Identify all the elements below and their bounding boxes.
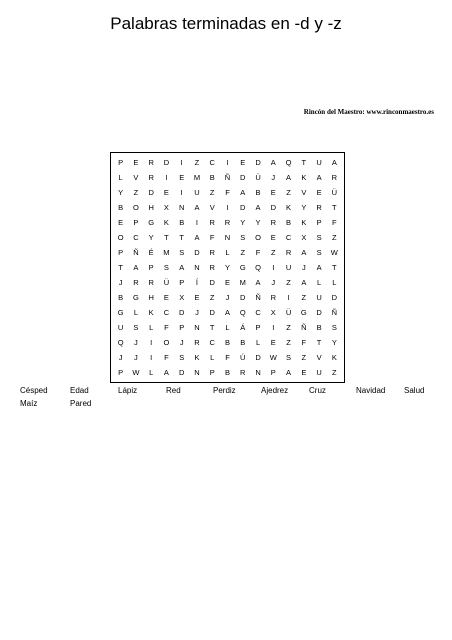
grid-cell: W — [269, 353, 277, 362]
grid-cell: E — [133, 158, 139, 167]
word-item: Lápiz — [118, 386, 138, 395]
grid-cell: Z — [286, 188, 291, 197]
grid-cell: F — [164, 323, 169, 332]
grid-cell: A — [179, 263, 185, 272]
grid-cell: L — [149, 323, 154, 332]
grid-cell: R — [194, 338, 200, 347]
grid-cell: R — [209, 263, 215, 272]
grid-cell: X — [163, 203, 169, 212]
grid-cell: Ü — [285, 308, 292, 317]
grid-cell: E — [270, 188, 276, 197]
grid-cell: M — [163, 248, 170, 257]
grid-cell: J — [134, 338, 138, 347]
grid-cell: N — [255, 368, 261, 377]
grid-cell: T — [179, 233, 184, 242]
grid-cell: S — [316, 248, 322, 257]
grid-cell: T — [332, 263, 337, 272]
grid-cell: U — [117, 323, 124, 332]
grid-cell: N — [194, 368, 200, 377]
grid-cell: U — [316, 158, 322, 167]
grid-cell: D — [209, 278, 215, 287]
grid-cell: F — [301, 338, 307, 347]
grid-cell: W — [330, 248, 338, 257]
word-item: Perdiz — [213, 386, 236, 395]
grid-cell: Z — [133, 188, 139, 197]
grid-cell: C — [209, 338, 215, 347]
grid-cell: Z — [194, 158, 200, 167]
grid-cell: C — [255, 308, 261, 317]
grid-cell: V — [209, 203, 215, 212]
grid-cell: P — [255, 323, 261, 332]
word-search-grid — [110, 152, 345, 383]
grid-cell: Y — [118, 188, 124, 197]
grid-cell: U — [194, 188, 200, 197]
grid-cell: J — [134, 353, 138, 362]
grid-cell: S — [316, 233, 322, 242]
grid-cell: Ü — [255, 173, 261, 182]
grid-cell: Ñ — [255, 293, 261, 302]
grid-cell: P — [209, 368, 215, 377]
grid-cell: T — [332, 203, 337, 212]
grid-cell: É — [148, 248, 154, 257]
grid-cell: T — [209, 323, 215, 332]
grid-cell: A — [286, 173, 292, 182]
grid-cell: D — [316, 308, 322, 317]
grid-cell: R — [331, 173, 338, 182]
grid-cell: C — [133, 233, 139, 242]
grid-cell: L — [118, 173, 123, 182]
grid-cell: O — [132, 203, 139, 212]
grid-cell: Í — [195, 278, 198, 287]
grid-cell: H — [148, 293, 154, 302]
grid-cell: J — [271, 173, 276, 182]
grid-cell: Z — [301, 353, 307, 362]
grid-cell: L — [210, 353, 215, 362]
grid-cell: C — [209, 158, 215, 167]
grid-cell: W — [132, 368, 140, 377]
grid-cell: E — [163, 188, 169, 197]
grid-cell: P — [133, 218, 139, 227]
grid-cell: L — [255, 338, 261, 347]
grid-cell: E — [270, 233, 276, 242]
grid-cell: B — [286, 218, 292, 227]
grid-cell: S — [286, 353, 292, 362]
word-item: Navidad — [356, 386, 386, 395]
grid-cell: E — [240, 158, 246, 167]
grid-cell: F — [164, 353, 169, 362]
grid-cell: R — [316, 203, 322, 212]
grid-cell: B — [179, 218, 185, 227]
grid-cell: X — [179, 293, 185, 302]
grid-cell: F — [209, 233, 215, 242]
grid-cell: D — [255, 353, 261, 362]
grid-cell: G — [117, 308, 124, 317]
grid-cell: Z — [286, 278, 291, 287]
grid-cell: A — [133, 263, 139, 272]
grid-cell: A — [240, 188, 246, 197]
grid-cell: K — [286, 203, 292, 212]
grid-cell: A — [331, 158, 337, 167]
grid-cell: S — [133, 323, 139, 332]
grid-cell: K — [163, 218, 169, 227]
grid-cell: T — [301, 158, 307, 167]
word-item: Ajedrez — [261, 386, 289, 395]
grid-cell: L — [133, 308, 138, 317]
grid-cell: Q — [285, 158, 292, 167]
grid-cell: Y — [301, 203, 307, 212]
grid-cell: A — [224, 308, 230, 317]
grid-cell: D — [240, 203, 246, 212]
grid-cell: Z — [286, 323, 291, 332]
grid-cell: R — [148, 278, 154, 287]
grid-cell: Z — [209, 293, 215, 302]
grid-cell: U — [285, 263, 292, 272]
grid-cell: I — [226, 158, 229, 167]
grid-cell: I — [272, 263, 275, 272]
grid-cell: A — [194, 233, 200, 242]
grid-cell: L — [225, 323, 230, 332]
word-item: Red — [166, 386, 181, 395]
grid-cell: P — [179, 323, 185, 332]
grid-cell: N — [178, 203, 185, 212]
grid-cell: C — [163, 308, 170, 317]
grid-cell: D — [178, 368, 185, 377]
grid-cell: Y — [255, 218, 261, 227]
grid-cell: P — [118, 158, 124, 167]
word-item: Salud — [404, 386, 425, 395]
grid-cell: J — [195, 308, 199, 317]
grid-cell: B — [255, 188, 261, 197]
grid-cell: K — [194, 353, 200, 362]
grid-cell: S — [179, 248, 185, 257]
grid-cell: Ú — [240, 353, 246, 362]
grid-cell: P — [118, 248, 124, 257]
grid-cell: L — [225, 248, 230, 257]
grid-cell: S — [331, 323, 337, 332]
word-item: Cruz — [309, 386, 326, 395]
grid-cell: P — [148, 263, 154, 272]
grid-cell: D — [255, 158, 261, 167]
grid-cell: O — [117, 233, 124, 242]
grid-cell: V — [301, 188, 307, 197]
grid-cell: U — [316, 368, 322, 377]
grid-cell: J — [118, 353, 123, 362]
grid-cell: T — [118, 263, 123, 272]
grid-cell: Ñ — [301, 323, 307, 332]
grid-cell: D — [270, 203, 276, 212]
grid-cell: P — [118, 368, 124, 377]
grid-cell: F — [332, 218, 337, 227]
grid-cell: J — [179, 338, 184, 347]
grid-cell: I — [272, 323, 275, 332]
grid-cell: S — [179, 353, 185, 362]
grid-cell: G — [239, 263, 246, 272]
credit-text: Rincón del Maestro: www.rinconmaestro.es — [303, 108, 434, 116]
grid-cell: B — [316, 323, 322, 332]
grid-cell: I — [287, 293, 290, 302]
grid-cell: I — [180, 188, 183, 197]
grid-cell: A — [316, 173, 322, 182]
grid-cell: R — [224, 218, 231, 227]
grid-cell: A — [286, 368, 292, 377]
grid-cell: F — [255, 248, 261, 257]
grid-cell: J — [301, 263, 306, 272]
grid-cell: L — [149, 368, 154, 377]
grid-cell: S — [163, 263, 169, 272]
grid-cell: D — [163, 158, 170, 167]
grid-cell: Á — [240, 323, 246, 332]
grid-cell: M — [239, 278, 246, 287]
grid-cell: R — [148, 158, 154, 167]
grid-cell: Ü — [163, 278, 170, 287]
grid-cell: K — [331, 353, 337, 362]
grid-cell: P — [179, 278, 185, 287]
grid-cell: E — [270, 338, 276, 347]
grid-cell: A — [163, 368, 169, 377]
grid-cell: A — [301, 248, 307, 257]
grid-cell: I — [180, 158, 183, 167]
grid-cell: D — [240, 173, 246, 182]
grid-cell: E — [316, 188, 322, 197]
grid-cell: I — [150, 338, 153, 347]
grid-cell: Ñ — [224, 173, 231, 182]
word-item: Césped — [20, 386, 48, 395]
grid-cell: R — [148, 173, 154, 182]
grid-cell: D — [240, 293, 246, 302]
grid-cell: B — [209, 173, 215, 182]
grid-cell: D — [194, 248, 200, 257]
grid-cell: H — [148, 203, 154, 212]
page-title: Palabras terminadas en -d y -z — [110, 14, 342, 33]
grid-cell: E — [224, 278, 230, 287]
grid-cell: A — [301, 278, 307, 287]
grid-cell: U — [316, 293, 322, 302]
grid-cell: Q — [255, 263, 261, 272]
grid-cell: Ñ — [133, 248, 139, 257]
grid-cell: Z — [332, 233, 337, 242]
grid-cell: R — [209, 218, 215, 227]
grid-cell: A — [194, 203, 200, 212]
grid-cell: R — [240, 368, 246, 377]
grid-cell: N — [194, 263, 200, 272]
grid-cell: S — [240, 233, 246, 242]
grid-cell: G — [300, 308, 307, 317]
grid-cell: T — [164, 233, 169, 242]
grid-cell: V — [133, 173, 139, 182]
grid-cell: I — [226, 203, 229, 212]
grid-cell: K — [148, 308, 154, 317]
grid-cell: I — [165, 173, 168, 182]
grid-cell: N — [224, 233, 231, 242]
grid-cell: B — [224, 338, 230, 347]
grid-cell: O — [163, 338, 170, 347]
grid-cell: G — [148, 218, 155, 227]
grid-cell: D — [178, 308, 185, 317]
grid-cell: J — [118, 278, 123, 287]
grid-cell: I — [150, 353, 153, 362]
grid-cell: B — [224, 368, 230, 377]
grid-cell: O — [255, 233, 261, 242]
grid-cell: Z — [240, 248, 246, 257]
grid-cell: I — [195, 218, 198, 227]
grid-cell: D — [148, 188, 154, 197]
grid-cell: M — [193, 173, 201, 182]
grid-cell: Z — [286, 338, 291, 347]
grid-cell: R — [285, 248, 292, 257]
grid-cell: F — [225, 188, 230, 197]
grid-cell: Y — [331, 338, 337, 347]
grid-cell: D — [209, 308, 215, 317]
grid-cell: V — [316, 353, 322, 362]
grid-cell: A — [255, 278, 261, 287]
grid-cell: T — [316, 338, 322, 347]
grid-cell: C — [285, 233, 292, 242]
grid-cell: F — [225, 353, 230, 362]
word-item: Edad — [70, 386, 89, 395]
word-item: Maíz — [20, 399, 38, 408]
grid-cell: Z — [332, 368, 337, 377]
grid-cell: E — [179, 173, 185, 182]
grid-cell: Y — [224, 263, 230, 272]
grid-cell: Z — [270, 248, 276, 257]
grid-cell: K — [301, 173, 307, 182]
grid-cell: B — [118, 293, 124, 302]
grid-cell: J — [225, 293, 230, 302]
grid-cell: R — [133, 278, 139, 287]
word-item: Pared — [70, 399, 92, 408]
grid-cell: Q — [239, 308, 246, 317]
grid-cell: X — [270, 308, 276, 317]
grid-cell: P — [270, 368, 276, 377]
grid-cell: E — [301, 368, 307, 377]
grid-cell: K — [301, 218, 307, 227]
grid-cell: A — [316, 263, 322, 272]
grid-cell: Ñ — [331, 308, 338, 317]
grid-cell: X — [301, 233, 307, 242]
grid-cell: E — [194, 293, 200, 302]
grid-cell: Ü — [331, 188, 338, 197]
grid-cell: B — [240, 338, 246, 347]
grid-cell: N — [194, 323, 200, 332]
grid-cell: Z — [209, 188, 215, 197]
grid-cell: J — [271, 278, 276, 287]
grid-cell: R — [270, 293, 276, 302]
grid-cell: B — [118, 203, 124, 212]
grid-cell: E — [118, 218, 124, 227]
grid-cell: Y — [240, 218, 246, 227]
grid-cell: P — [316, 218, 322, 227]
grid-cell: D — [331, 293, 338, 302]
grid-cell: R — [270, 218, 276, 227]
grid-cell: R — [209, 248, 215, 257]
grid-cell: E — [163, 293, 169, 302]
grid-cell: Z — [301, 293, 307, 302]
grid-cell: Q — [117, 338, 124, 347]
grid-cell: A — [270, 158, 276, 167]
grid-cell: Y — [148, 233, 154, 242]
grid-cell: L — [317, 278, 322, 287]
grid-cell: A — [255, 203, 261, 212]
grid-cell: G — [132, 293, 139, 302]
grid-cell: L — [332, 278, 337, 287]
